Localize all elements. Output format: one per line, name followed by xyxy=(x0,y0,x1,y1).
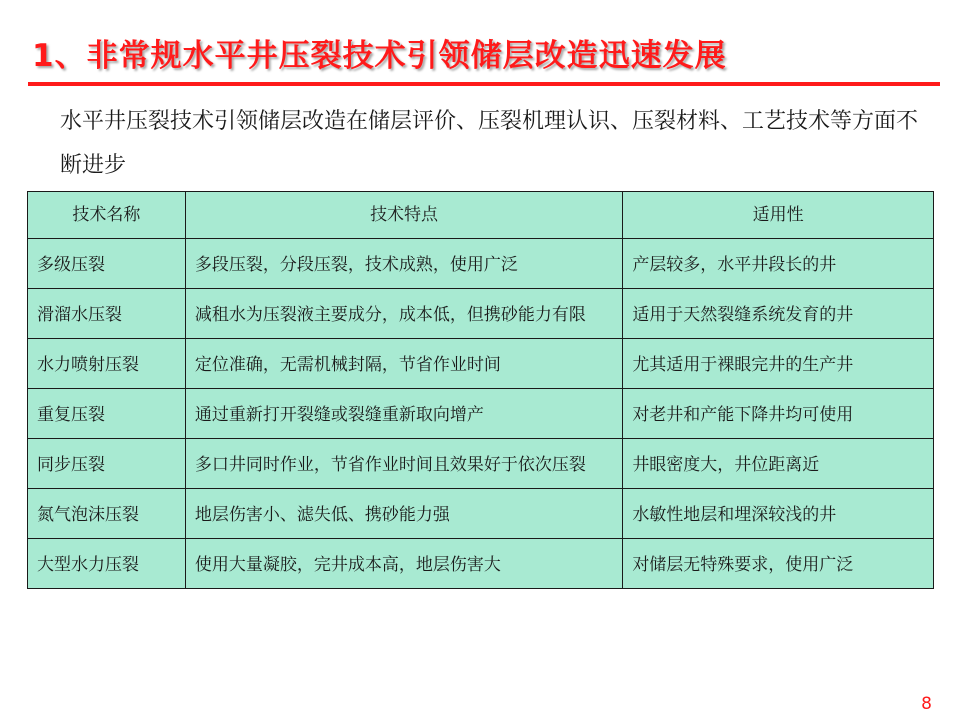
slide-title: 1、非常规水平井压裂技术引领储层改造迅速发展 xyxy=(32,38,727,74)
table-row xyxy=(28,339,934,389)
table-row xyxy=(28,439,934,489)
technology-table xyxy=(27,191,934,589)
table-row xyxy=(28,239,934,289)
technology-features-cell: 减租水为压裂液主要成分，成本低，但携砂能力有限 xyxy=(185,289,622,339)
applicability-cell: 对老井和产能下降井均可使用 xyxy=(623,389,934,439)
header-technology-name: 技术名称 xyxy=(28,192,186,239)
technology-name-cell: 水力喷射压裂 xyxy=(28,339,186,389)
table-row xyxy=(28,489,934,539)
technology-features-cell: 通过重新打开裂缝或裂缝重新取向增产 xyxy=(185,389,622,439)
header-applicability: 适用性 xyxy=(623,192,934,239)
technology-features-cell: 地层伤害小、滤失低、携砂能力强 xyxy=(185,489,622,539)
technology-features-cell: 使用大量凝胶，完井成本高，地层伤害大 xyxy=(185,539,622,589)
applicability-cell: 水敏性地层和埋深较浅的井 xyxy=(623,489,934,539)
applicability-cell: 产层较多，水平井段长的井 xyxy=(623,239,934,289)
table-row xyxy=(28,389,934,439)
table-header-row xyxy=(28,192,934,239)
technology-name-cell: 滑溜水压裂 xyxy=(28,289,186,339)
technology-name-cell: 多级压裂 xyxy=(28,239,186,289)
table-row xyxy=(28,539,934,589)
intro-text: 水平井压裂技术引领储层改造在储层评价、压裂机理认识、压裂材料、工艺技术等方面不断进步 xyxy=(60,109,919,178)
technology-features-cell: 多段压裂，分段压裂，技术成熟，使用广泛 xyxy=(185,239,622,289)
header-technology-features: 技术特点 xyxy=(185,192,622,239)
technology-features-cell: 定位准确，无需机械封隔，节省作业时间 xyxy=(185,339,622,389)
technology-features-cell: 多口井同时作业，节省作业时间且效果好于依次压裂 xyxy=(185,439,622,489)
page-number: 8 xyxy=(921,694,932,714)
applicability-cell: 尤其适用于裸眼完井的生产井 xyxy=(623,339,934,389)
technology-name-cell: 重复压裂 xyxy=(28,389,186,439)
applicability-cell: 井眼密度大，井位距离近 xyxy=(623,439,934,489)
technology-name-cell: 氮气泡沫压裂 xyxy=(28,489,186,539)
technology-name-cell: 同步压裂 xyxy=(28,439,186,489)
title-underline xyxy=(28,82,940,86)
applicability-cell: 对储层无特殊要求，使用广泛 xyxy=(623,539,934,589)
technology-name-cell: 大型水力压裂 xyxy=(28,539,186,589)
applicability-cell: 适用于天然裂缝系统发育的井 xyxy=(623,289,934,339)
table-row xyxy=(28,289,934,339)
